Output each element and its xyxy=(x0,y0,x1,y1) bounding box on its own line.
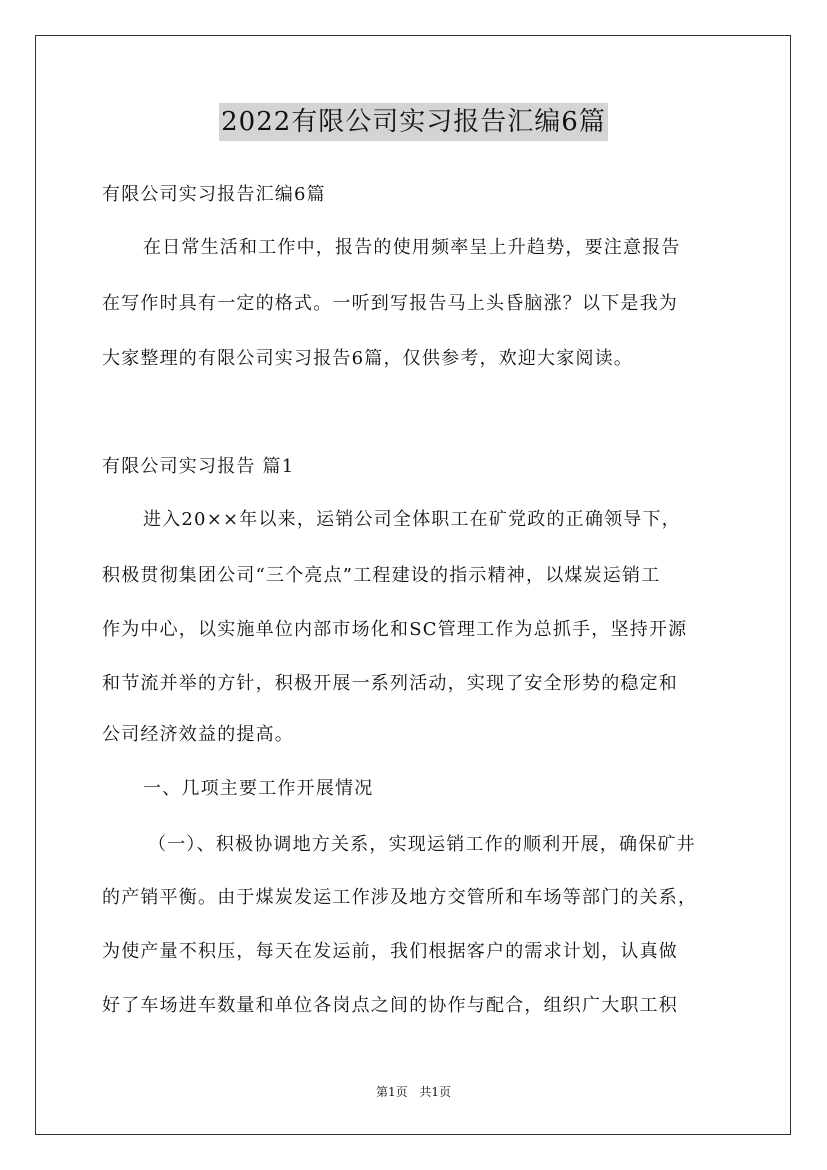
document-title: 2022有限公司实习报告汇编6篇 xyxy=(219,103,608,141)
section-heading: 有限公司实习报告 篇1 xyxy=(102,456,295,477)
page-footer xyxy=(0,1083,827,1100)
paragraph-line: 进入20××年以来，运销公司全体职工在矿党政的正确领导下， xyxy=(143,509,681,530)
intro-line: 在日常生活和工作中，报告的使用频率呈上升趋势，要注意报告 xyxy=(143,237,681,258)
page-number: 第1页 xyxy=(375,1085,408,1099)
subheading: 一、几项主要工作开展情况 xyxy=(143,778,374,799)
paragraph-line: 积极贯彻集团公司“三个亮点”工程建设的指示精神，以煤炭运销工 xyxy=(102,565,661,586)
title-container xyxy=(0,103,827,141)
paragraph-line: 和节流并举的方针，积极开展一系列活动，实现了安全形势的稳定和 xyxy=(102,673,678,694)
intro-line: 在写作时具有一定的格式。一听到写报告马上头昏脑涨？以下是我为 xyxy=(102,293,678,314)
intro-line: 大家整理的有限公司实习报告6篇，仅供参考，欢迎大家阅读。 xyxy=(102,348,634,369)
paragraph-line: 的产销平衡。由于煤炭发运工作涉及地方交管所和车场等部门的关系， xyxy=(102,887,698,908)
paragraph-line: 作为中心，以实施单位内部市场化和SC管理工作为总抓手，坚持开源 xyxy=(102,619,688,640)
paragraph-line: （一）、积极协调地方关系，实现运销工作的顺利开展，确保矿井 xyxy=(148,834,696,855)
paragraph-line: 公司经济效益的提高。 xyxy=(102,724,294,745)
paragraph-line: 为使产量不积压，每天在发运前，我们根据客户的需求计划，认真做 xyxy=(102,941,678,962)
paragraph-line: 好了车场进车数量和单位各岗点之间的协作与配合，组织广大职工积 xyxy=(102,995,678,1016)
page-total: 共1页 xyxy=(419,1085,452,1099)
subtitle: 有限公司实习报告汇编6篇 xyxy=(102,184,326,205)
